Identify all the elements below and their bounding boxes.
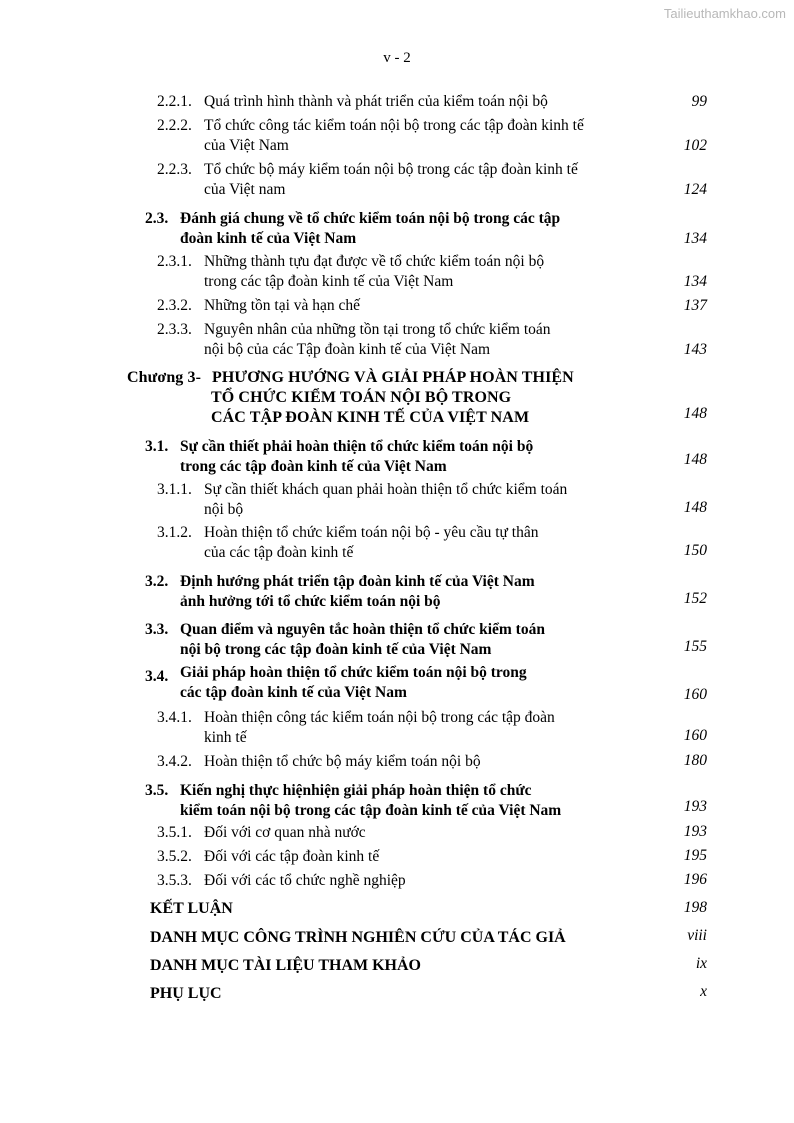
toc-page: 160 xyxy=(683,686,707,703)
toc-number: 3.1.1. xyxy=(157,481,192,498)
toc-page: 150 xyxy=(683,542,707,559)
toc-number: 2.2.1. xyxy=(157,93,192,110)
toc-title-cont: của các tập đoàn kinh tế xyxy=(204,544,354,561)
toc-title-cont: đoàn kinh tế của Việt Nam xyxy=(180,230,357,247)
toc-number: 3.4.2. xyxy=(157,753,192,770)
toc-page: 195 xyxy=(683,847,707,864)
toc-title-publications: DANH MỤC CÔNG TRÌNH NGHIÊN CỨU CỦA TÁC GIẢ xyxy=(150,929,566,946)
toc-title: Những tồn tại và hạn chế xyxy=(204,297,361,314)
toc-title: Hoàn thiện công tác kiểm toán nội bộ trong các tập đoàn xyxy=(204,709,555,726)
toc-number: 3.1. xyxy=(145,438,169,455)
toc-number: 2.2.3. xyxy=(157,161,192,178)
chapter-number: Chương 3- xyxy=(127,369,202,386)
toc-page: 148 xyxy=(683,405,707,422)
toc-page: 143 xyxy=(683,341,707,358)
chapter-title-cont: TỔ CHỨC KIỂM TOÁN NỘI BỘ TRONG xyxy=(211,389,512,406)
toc-title: Đánh giá chung về tổ chức kiểm toán nội bộ trong các tập xyxy=(180,210,561,227)
toc-number: 3.3. xyxy=(145,621,169,638)
toc-title: Nguyên nhân của những tồn tại trong tổ chức kiểm toán xyxy=(204,321,551,338)
toc-page: ix xyxy=(695,955,707,972)
toc-page: 152 xyxy=(683,590,707,607)
toc-title: Đối với các tập đoàn kinh tế xyxy=(204,848,380,865)
toc-title-appendix: PHỤ LỤC xyxy=(150,985,222,1002)
toc-number: 2.2.2. xyxy=(157,117,192,134)
watermark: Tailieuthamkhao.com xyxy=(663,6,786,21)
toc-page: 198 xyxy=(683,899,707,916)
toc-page: 196 xyxy=(683,871,707,888)
toc-title: Hoàn thiện tổ chức kiểm toán nội bộ - yêu cầu tự thân xyxy=(204,524,539,541)
toc-title: Sự cần thiết phải hoàn thiện tổ chức kiểm toán nội bộ xyxy=(180,438,534,455)
toc-number: 3.4. xyxy=(145,668,169,685)
toc-number: 2.3.3. xyxy=(157,321,192,338)
toc-page: 160 xyxy=(683,727,707,744)
toc-number: 2.3.1. xyxy=(157,253,192,270)
toc-number: 3.4.1. xyxy=(157,709,192,726)
toc-title: Kiến nghị thực hiệnhiện giải pháp hoàn thiện tổ chức xyxy=(180,782,532,799)
toc-page: 137 xyxy=(683,297,707,314)
toc-title-cont: các tập đoàn kinh tế của Việt Nam xyxy=(180,684,407,701)
toc-page: 134 xyxy=(683,273,707,290)
toc-title-cont: kinh tế xyxy=(204,729,247,746)
toc-page: 148 xyxy=(683,499,707,516)
toc-page: 134 xyxy=(683,230,707,247)
toc-title: Đối với các tổ chức nghề nghiệp xyxy=(204,872,406,889)
chapter-title: PHƯƠNG HƯỚNG VÀ GIẢI PHÁP HOÀN THIỆN xyxy=(212,369,574,386)
toc-title-cont: của Việt Nam xyxy=(204,137,289,154)
toc-title: Định hướng phát triển tập đoàn kinh tế của Việt Nam xyxy=(180,573,535,590)
toc-title: Những thành tựu đạt được về tổ chức kiểm toán nội bộ xyxy=(204,253,545,270)
toc-title: Giải pháp hoàn thiện tổ chức kiểm toán nội bộ trong xyxy=(180,664,527,681)
toc-title: Tổ chức công tác kiểm toán nội bộ trong các tập đoàn kinh tế xyxy=(204,117,584,134)
toc-title: Quan điểm và nguyên tắc hoàn thiện tổ chức kiểm toán xyxy=(180,621,545,638)
toc-page: 99 xyxy=(691,93,707,110)
toc-title-cont: kiểm toán nội bộ trong các tập đoàn kinh tế của Việt Nam xyxy=(180,802,562,819)
toc-number: 3.5. xyxy=(145,782,169,799)
toc-title-cont: trong các tập đoàn kinh tế của Việt Nam xyxy=(204,273,454,290)
toc-title: Tổ chức bộ máy kiểm toán nội bộ trong các tập đoàn kinh tế xyxy=(204,161,578,178)
toc-title-references: DANH MỤC TÀI LIỆU THAM KHẢO xyxy=(150,957,421,974)
toc-title-cont: ảnh hưởng tới tổ chức kiểm toán nội bộ xyxy=(180,593,441,610)
toc-page: x xyxy=(700,983,707,1000)
toc-title: Đối với cơ quan nhà nước xyxy=(204,824,366,841)
toc-title: Hoàn thiện tổ chức bộ máy kiểm toán nội bộ xyxy=(204,753,481,770)
toc-title-cont: nội bộ trong các tập đoàn kinh tế của Việt Nam xyxy=(180,641,492,658)
toc-number: 3.2. xyxy=(145,573,169,590)
chapter-title-cont: CÁC TẬP ĐOÀN KINH TẾ CỦA VIỆT NAM xyxy=(211,409,530,426)
toc-page: 124 xyxy=(683,181,707,198)
toc-title-cont: nội bộ của các Tập đoàn kinh tế của Việt Nam xyxy=(204,341,491,358)
toc-title-cont: của Việt nam xyxy=(204,181,286,198)
toc-number: 2.3. xyxy=(145,210,169,227)
toc-number: 3.5.2. xyxy=(157,848,192,865)
toc-page: viii xyxy=(687,927,707,944)
toc-page: 102 xyxy=(683,137,707,154)
toc-number: 2.3.2. xyxy=(157,297,192,314)
toc-title-conclusion: KẾT LUẬN xyxy=(150,900,233,917)
toc-page: 180 xyxy=(683,752,707,769)
toc-number: 3.5.1. xyxy=(157,824,192,841)
toc-page: 193 xyxy=(683,798,707,815)
toc-title-cont: nội bộ xyxy=(204,501,244,518)
toc-number: 3.1.2. xyxy=(157,524,192,541)
toc-page: 155 xyxy=(683,638,707,655)
toc-title-cont: trong các tập đoàn kinh tế của Việt Nam xyxy=(180,458,447,475)
toc-page: 193 xyxy=(683,823,707,840)
toc-page: 148 xyxy=(683,451,707,468)
toc-number: 3.5.3. xyxy=(157,872,192,889)
toc-title: Sự cần thiết khách quan phải hoàn thiện tổ chức kiểm toán xyxy=(204,481,568,498)
page-number: v - 2 xyxy=(383,50,411,66)
toc-title: Quá trình hình thành và phát triển của kiểm toán nội bộ xyxy=(204,93,548,110)
